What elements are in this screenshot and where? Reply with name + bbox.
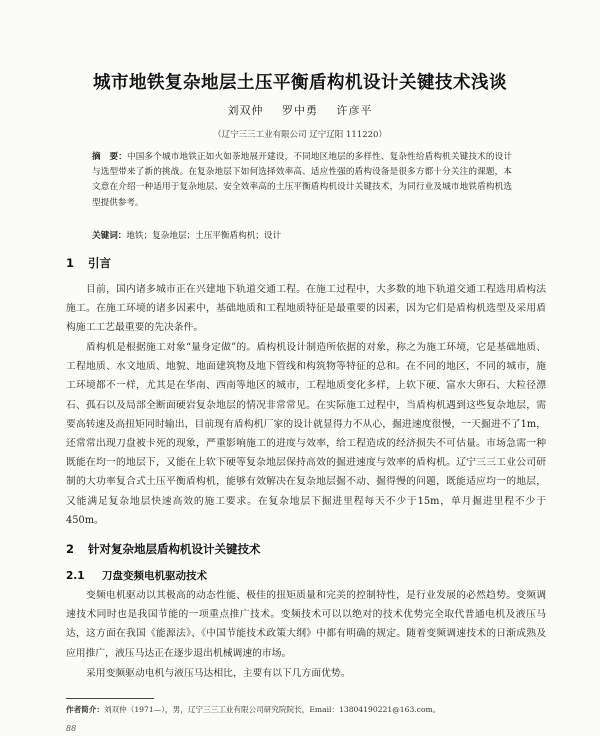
keywords bbox=[92, 229, 512, 243]
footnote-label: 作者简介： bbox=[66, 705, 104, 714]
author-affiliation: （辽宁三三工业有限公司 辽宁辽阳 111220） bbox=[213, 130, 387, 140]
section-heading-1 bbox=[66, 255, 111, 271]
paper-title: 城市地铁复杂地层土压平衡盾构机设计关键技术浅谈 bbox=[93, 73, 507, 93]
paragraph-intro-1: 目前，国内诸多城市正在兴建地下轨道交通工程。在施工过程中，大多数的地下轨道交通工程选用盾构法施工。在施工环境的诸多因素中，基础地质和工程地质特征是最重要的因素，因为它们是盾构机选型及采用盾构施工工艺最重要的先决条件。 bbox=[66, 284, 546, 334]
abstract bbox=[92, 150, 512, 211]
section-number: 2 bbox=[66, 542, 75, 556]
paragraph-intro-2: 盾构机是根据施工对象“量身定做”的。盾构机设计制造所依据的对象，称之为施工环境，它是基础地质、工程地质、水文地质、地貌、地面建筑物及地下管线和构筑物等特征的总和。在不同的地区，不同的城市，施工环境都不一样，尤其是在华南、西南等地区的城市，工程地质变化多样，上软下硬、富水大卵石、大粒径漂石、孤石以及局部全断面硬岩复杂地层的情况非常常见。在实际施工过程中，当盾构机遇到这些复杂地层，需要高转速及高扭矩同时输出，目前现有盾构机厂家的设计就显得力不从心，掘进速度很慢，一天掘进不了1m，还常常出现刀盘被卡死的现象，严重影响施工的进度与效率，给工程造成的经济损失不可估量。市场急需一种既能在均一的地层下，又能在上软下硬等复杂地层保持高效的掘进速度与效率的盾构机。辽宁三三工业公司研制的大功率复合式土压平衡盾构机，能够有效解决在复杂地层掘不动、掘得慢的问题，既能适应均一的地层，又能满足复杂地层快速高效的施工要求。在复杂地层下掘进里程每天不少于15m，单月掘进里程不少于450m。 bbox=[66, 342, 546, 526]
abstract-text: 中国多个城市地铁正如火如荼地展开建设，不同地区地层的多样性、复杂性给盾构机关键技术的设计与选型带来了新的挑战。在复杂地层下如何选择效率高、适应性强的盾构设备是很多方都十分关注的课题，本文意在介绍一种适用于复杂地层、安全效率高的土压平衡盾构机设计关键技术，为同行业及城市地铁盾构机选型提供参考。 bbox=[92, 152, 512, 208]
subsection-heading-2-1 bbox=[66, 568, 207, 583]
section-heading-2 bbox=[66, 541, 261, 557]
keywords-label: 关键词： bbox=[92, 231, 127, 241]
subsection-number: 2.1 bbox=[66, 570, 85, 582]
footnote-divider bbox=[66, 698, 154, 699]
section-number: 1 bbox=[66, 256, 75, 270]
author-list: 刘双仲 罗中勇 许彦平 bbox=[227, 104, 373, 117]
footnote bbox=[66, 704, 546, 715]
keywords-text: 地铁；复杂地层；土压平衡盾构机；设计 bbox=[126, 231, 282, 241]
paragraph-2-1-b: 采用变频驱动电机与液压马达相比，主要有以下几方面优势。 bbox=[86, 668, 351, 679]
section-title: 引言 bbox=[88, 256, 111, 270]
footnote-text: 刘双仲（1971—），男，辽宁三三工业有限公司研究院院长，Email：13804190221@163.com。 bbox=[103, 705, 441, 714]
page-number: 88 bbox=[66, 724, 77, 733]
section-title: 针对复杂地层盾构机设计关键技术 bbox=[88, 542, 261, 556]
paragraph-2-1-a: 变频电机驱动以其极高的动态性能、极佳的扭矩质量和完美的控制特性，是行业发展的必然趋势。变频调速技术同时也是我国节能的一项重点推广技术。变频技术可以以绝对的技术优势完全取代普通电机及液压马达，这方面在我国《能源法》、《中国节能技术政策大纲》中都有明确的规定。随着变频调速技术的日渐成熟及应用推广，液压马达正在逐步退出机械调速的市场。 bbox=[66, 590, 546, 659]
subsection-title: 刀盘变频电机驱动技术 bbox=[102, 570, 207, 582]
abstract-label: 摘 要： bbox=[92, 152, 128, 162]
